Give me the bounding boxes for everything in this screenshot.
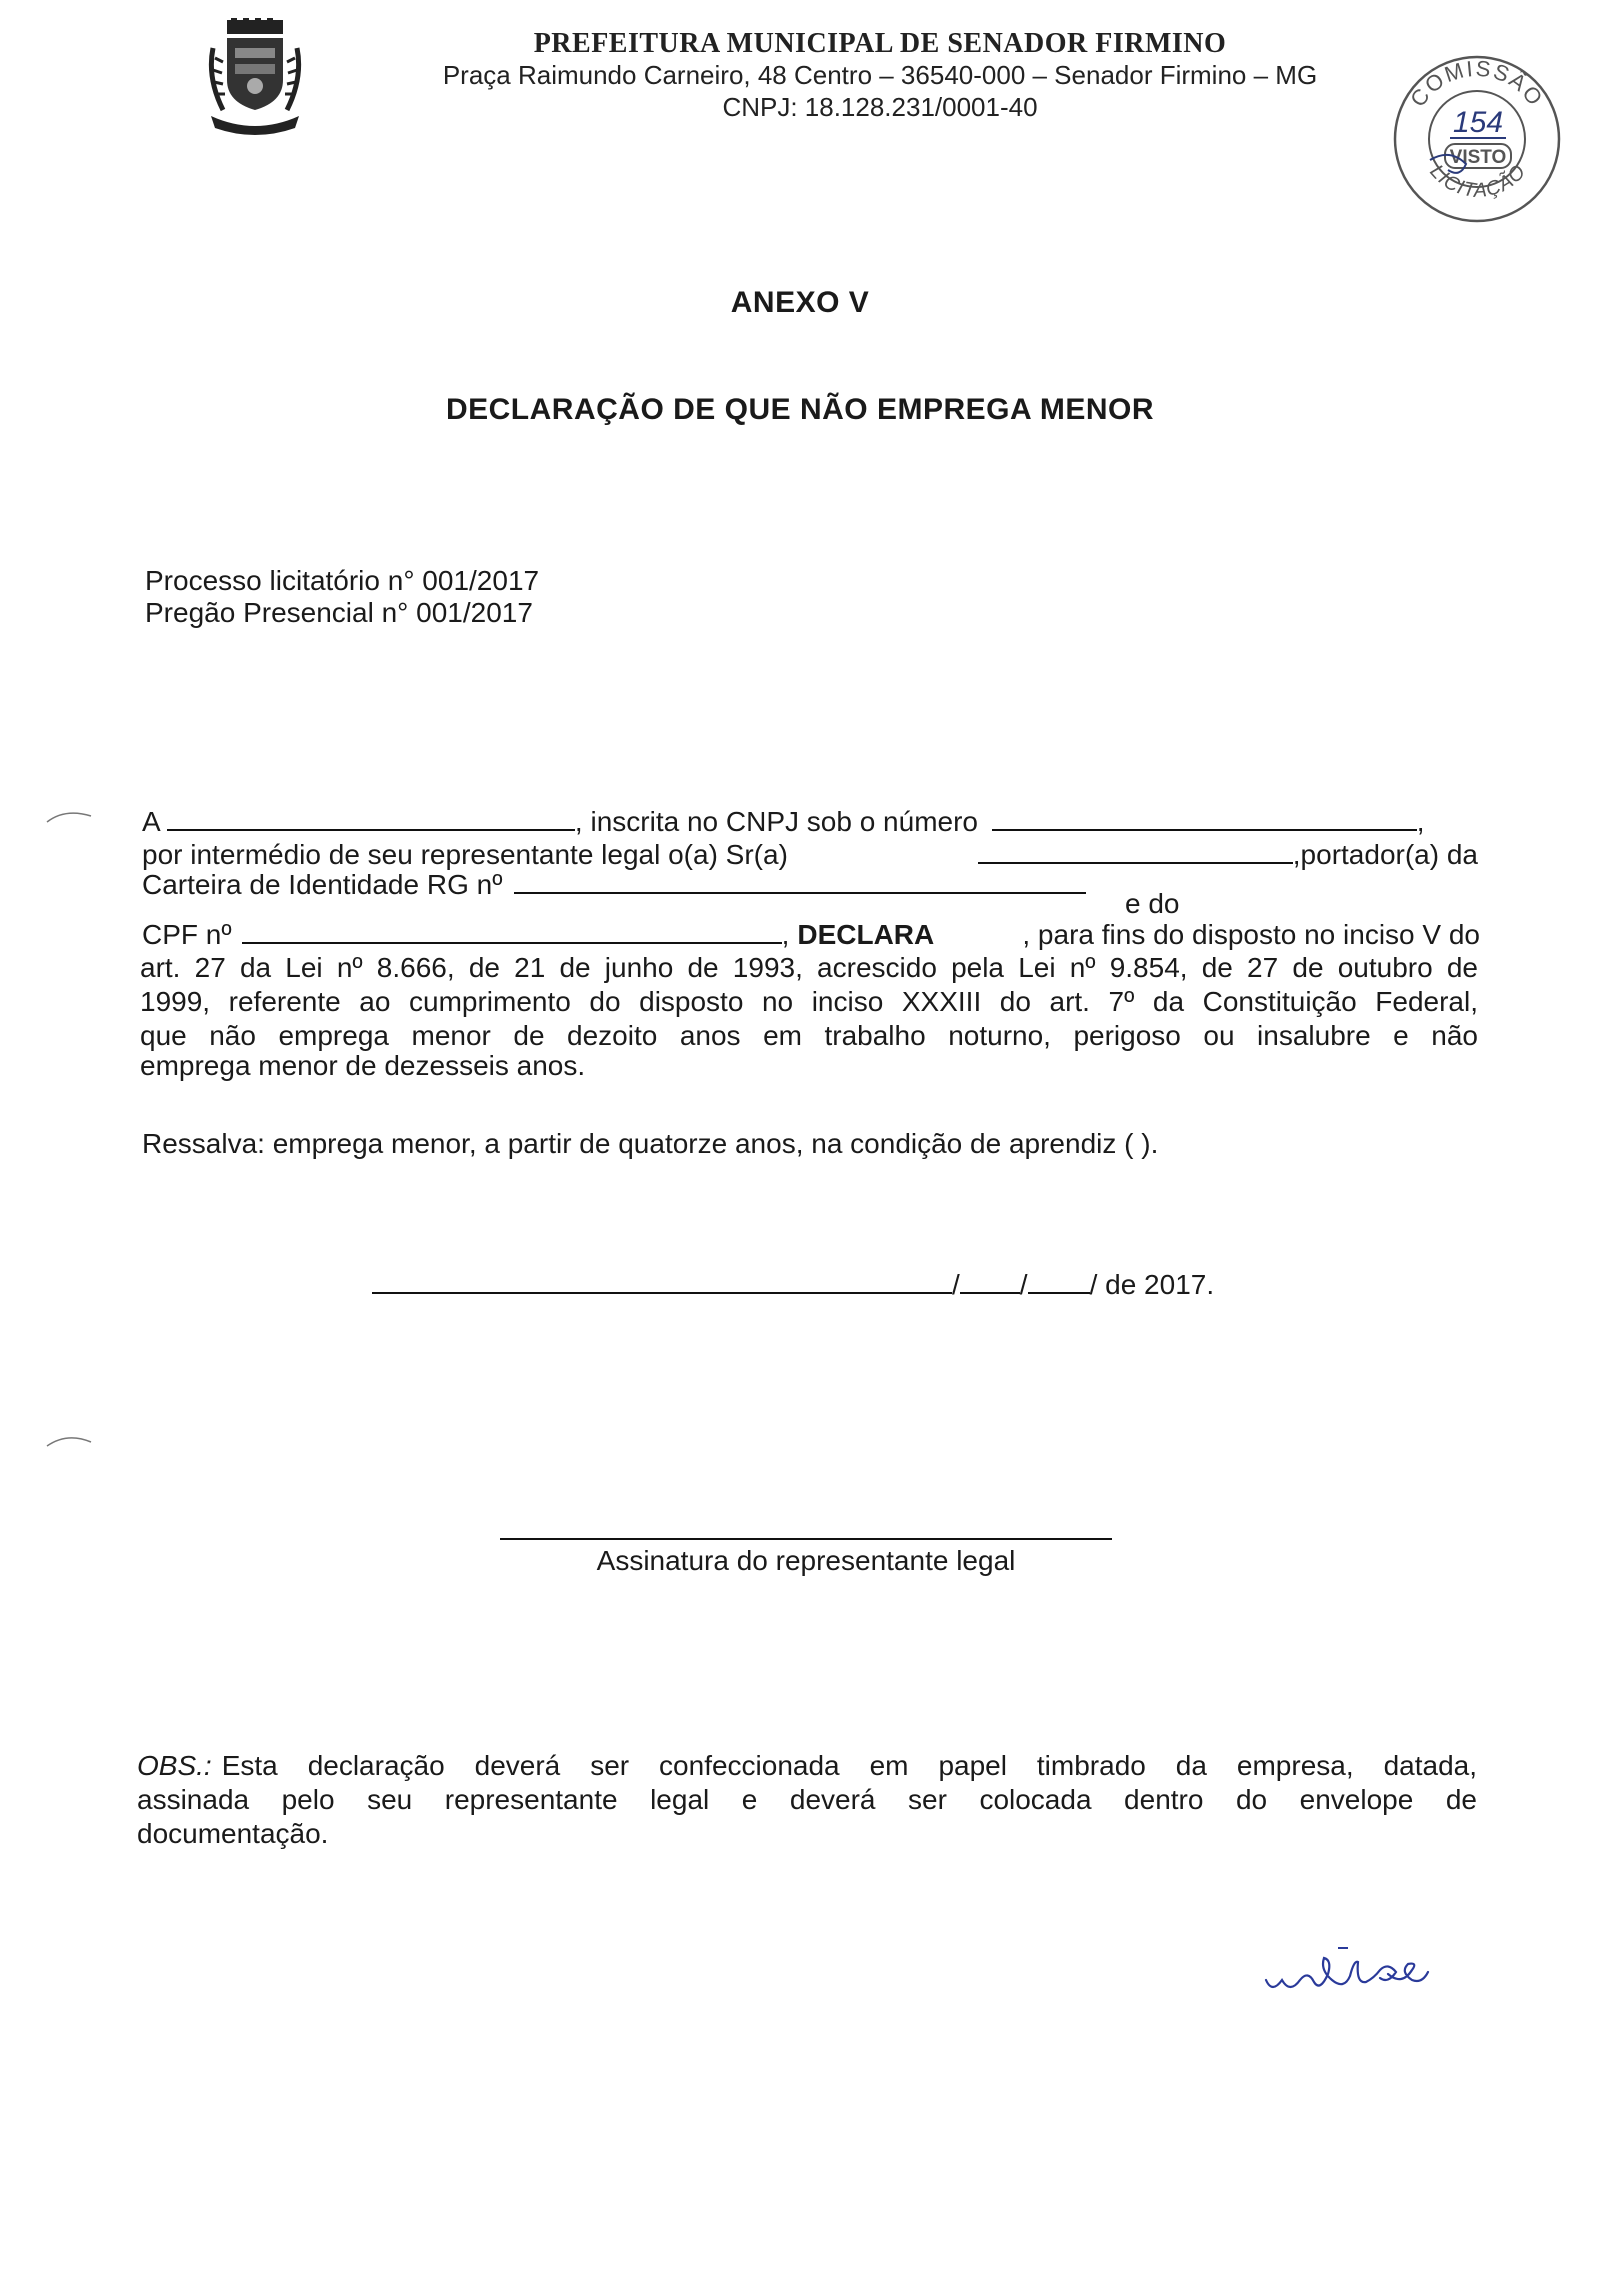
header-title: PREFEITURA MUNICIPAL DE SENADOR FIRMINO	[533, 28, 1227, 59]
stamp-visto: VISTO	[1449, 147, 1507, 168]
date-line	[372, 1268, 1214, 1301]
body-text: ,portador(a) da	[1292, 839, 1478, 870]
representative-name-blank[interactable]	[978, 838, 1293, 864]
annex-title: ANEXO V	[730, 286, 870, 319]
svg-text:COMISSÃO	[1405, 56, 1549, 112]
body-text: e do	[1125, 888, 1180, 919]
header-address: Praça Raimundo Carneiro, 48 Centro – 36540-000 – Senador Firmino – MG	[442, 60, 1318, 90]
date-year-suffix: / de 2017.	[1089, 1269, 1215, 1300]
stamp-number: 154	[1452, 106, 1504, 139]
stamp-bottom-text: LICITAÇÃO	[1425, 160, 1531, 202]
body-text: A	[142, 806, 160, 837]
obs-line-1	[137, 1750, 1477, 1782]
body-line-5: art. 27 da Lei nº 8.666, de 21 de junho de 1993, acrescido pela Lei nº 9.854, de 27 de outubro de	[140, 952, 1478, 983]
body-line-2	[142, 838, 1478, 871]
body-text: Carteira de Identidade RG nº	[142, 869, 503, 900]
ressalva-text: Ressalva: emprega menor, a partir de quatorze anos, na condição de aprendiz ( ).	[142, 1128, 1159, 1159]
date-separator: /	[1019, 1269, 1028, 1300]
body-text: ,	[1416, 806, 1425, 837]
body-line-8: emprega menor de dezesseis anos.	[140, 1050, 586, 1081]
body-text: ,	[781, 919, 790, 950]
handwritten-initials	[1262, 1940, 1432, 2015]
pregao-number: Pregão Presencial n° 001/2017	[145, 597, 533, 628]
commission-stamp	[1390, 52, 1565, 227]
body-line-4	[142, 918, 1480, 951]
declara-bold: DECLARA	[797, 919, 935, 950]
day-blank[interactable]	[960, 1268, 1020, 1294]
body-text: CPF nº	[142, 919, 232, 950]
cnpj-number-blank[interactable]	[992, 805, 1417, 831]
company-name-blank[interactable]	[167, 805, 575, 831]
place-blank[interactable]	[372, 1268, 952, 1294]
declaration-title: DECLARAÇÃO DE QUE NÃO EMPREGA MENOR	[445, 393, 1155, 426]
date-separator: /	[952, 1269, 960, 1300]
header-cnpj: CNPJ: 18.128.231/0001-40	[722, 92, 1038, 122]
body-text: por intermédio de seu representante legal o(a) Sr(a)	[142, 839, 788, 870]
obs-line-3: documentação.	[137, 1818, 329, 1849]
rg-number-blank[interactable]	[514, 868, 1086, 894]
body-line-7: que não emprega menor de dezoito anos em trabalho noturno, perigoso ou insalubre e não	[140, 1020, 1478, 1051]
body-text: , inscrita no CNPJ sob o número	[574, 806, 978, 837]
body-line-3	[142, 868, 1086, 901]
cpf-number-blank[interactable]	[242, 918, 782, 944]
body-line-6: 1999, referente ao cumprimento do disposto no inciso XXXIII do art. 7º da Constituição Federal,	[140, 986, 1478, 1017]
municipal-crest-logo	[205, 18, 305, 136]
obs-label: OBS.:	[137, 1750, 212, 1781]
stamp-top-text: COMISSÃO	[1405, 55, 1549, 112]
obs-text: Esta declaração deverá ser confeccionada em papel timbrado da empresa, datada,	[221, 1750, 1477, 1781]
body-text: , para fins do disposto no inciso V do	[1022, 919, 1480, 950]
scan-mark	[45, 1432, 95, 1457]
signature-label: Assinatura do representante legal	[596, 1545, 1016, 1576]
body-line-1	[142, 805, 1425, 838]
month-blank[interactable]	[1028, 1268, 1090, 1294]
obs-line-2: assinada pelo seu representante legal e deverá ser colocada dentro do envelope de	[137, 1784, 1477, 1815]
process-number: Processo licitatório n° 001/2017	[145, 565, 540, 596]
scan-mark	[45, 808, 95, 833]
signature-line[interactable]	[500, 1538, 1112, 1540]
